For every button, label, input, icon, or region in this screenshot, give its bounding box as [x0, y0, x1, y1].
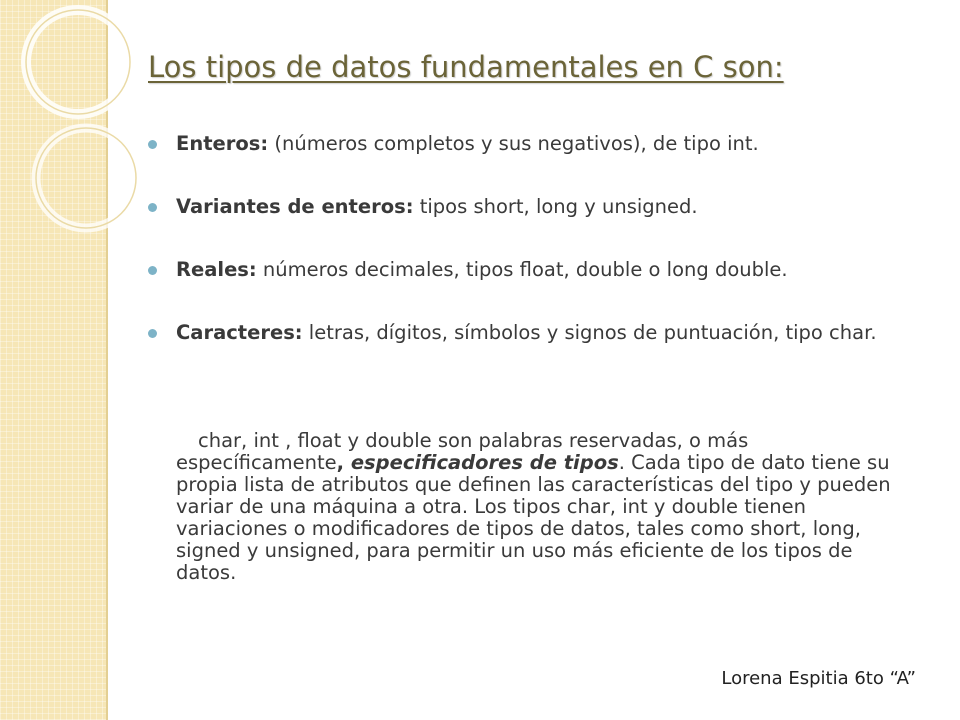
- bullet-dot-icon: [148, 266, 157, 275]
- bullet-list: [148, 132, 908, 344]
- paragraph-part-2: . Cada tipo de dato tiene su propia lista de atributos que definen las características del tipo y pueden variar de una máquina a otra. Los tipos char, int y double tienen variaciones o modificadores de tipos de datos, tales como short, long, signed y unsigned, para permitir un uso más eficiente de los tipos de datos.: [176, 451, 891, 584]
- bullet-term: Caracteres:: [176, 321, 303, 344]
- bullet-text: letras, dígitos, símbolos y signos de puntuación, tipo char.: [302, 321, 877, 344]
- paragraph-part-1: char, int , float y double son palabras reservadas, o más específicamente: [176, 429, 749, 474]
- bullet-term: Reales:: [176, 258, 257, 281]
- paragraph-comma: ,: [336, 451, 345, 474]
- bullet-term: Variantes de enteros:: [176, 195, 414, 218]
- description-paragraph: [176, 430, 916, 584]
- bullet-text: tipos short, long y unsigned.: [413, 195, 698, 218]
- bullet-dot-icon: [148, 140, 157, 149]
- bullet-dot-icon: [148, 203, 157, 212]
- bullet-text: (números completos y sus negativos), de tipo int.: [268, 132, 759, 155]
- slide-title: Los tipos de datos fundamentales en C son:: [148, 50, 784, 84]
- bullet-dot-icon: [148, 329, 157, 338]
- bullet-item-reales: [148, 258, 908, 281]
- decorative-rings: [0, 0, 140, 260]
- bullet-item-caracteres: [148, 321, 908, 344]
- bullet-text: números decimales, tipos float, double o long double.: [256, 258, 788, 281]
- bullet-item-variantes: [148, 195, 908, 218]
- bullet-term: Enteros:: [176, 132, 269, 155]
- author-footer: Lorena Espitia 6to “A”: [721, 668, 916, 689]
- paragraph-emphasis: especificadores de tipos: [344, 451, 619, 474]
- bullet-item-enteros: [148, 132, 908, 155]
